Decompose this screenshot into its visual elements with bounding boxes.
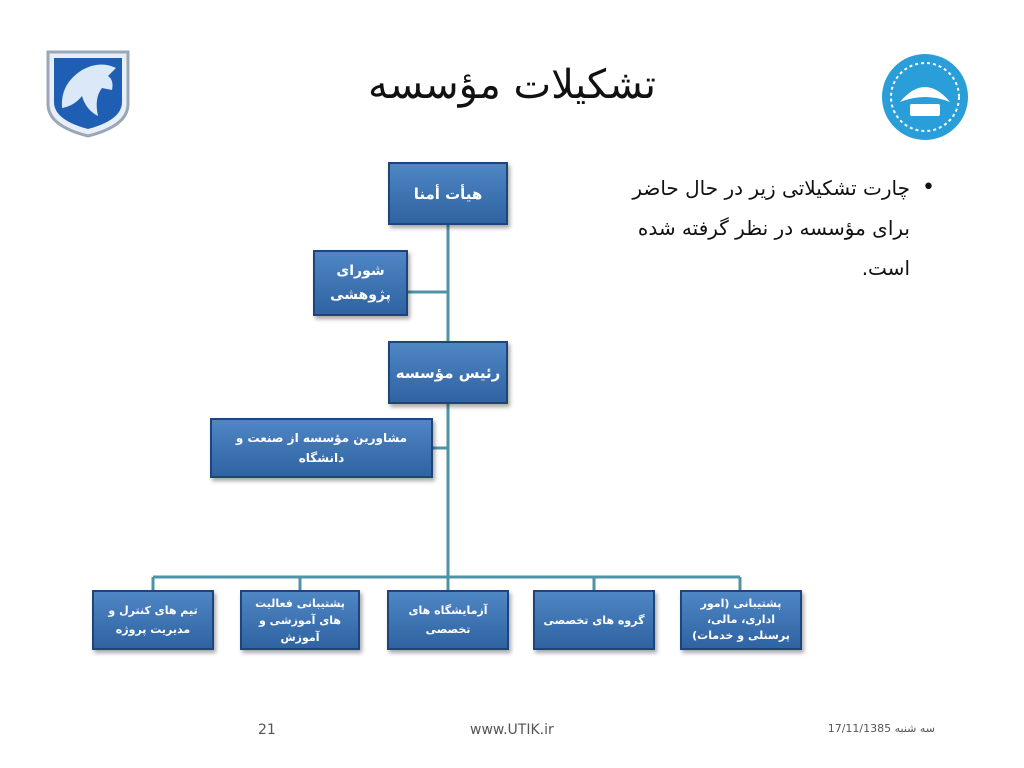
bullet-text: چارت تشکیلاتی زیر در حال حاضر برای مؤسسه در نظر گرفته شده است. [632, 176, 910, 280]
footer-website: www.UTIK.ir [470, 722, 554, 738]
department-label: آزمایشگاه های تخصصی [408, 604, 488, 636]
department-label: تیم های کنترل و مدیریت پروژه [108, 604, 198, 636]
president-label: رئیس مؤسسه [395, 363, 501, 382]
department-box-4 [533, 590, 655, 650]
department-label: پشتیبانی (امور اداری، مالی، پرسنلی و خدمات) [692, 597, 790, 642]
bullet-dot: • [922, 175, 935, 200]
advisors-box [210, 418, 433, 478]
research-council-label: شورای پژوهشی [330, 263, 391, 303]
department-label: گروه های تخصصی [543, 613, 645, 627]
department-box-2 [240, 590, 360, 650]
trustees-box [388, 162, 508, 225]
footer-date: سه شنبه 17/11/1385 [827, 722, 935, 735]
trustees-label: هیأت أمنا [413, 184, 483, 203]
department-label: پشتیبانی فعالیت های آموزشی و آموزش [255, 596, 345, 644]
page-number: 21 [258, 722, 276, 738]
advisors-label: مشاورین مؤسسه از صنعت و دانشگاه [235, 431, 408, 465]
department-box-5 [680, 590, 802, 650]
department-box-3 [387, 590, 509, 650]
president-box [388, 341, 508, 404]
department-box-1 [92, 590, 214, 650]
research-council-box [313, 250, 408, 316]
page-title: تشکیلات مؤسسه [368, 62, 656, 108]
